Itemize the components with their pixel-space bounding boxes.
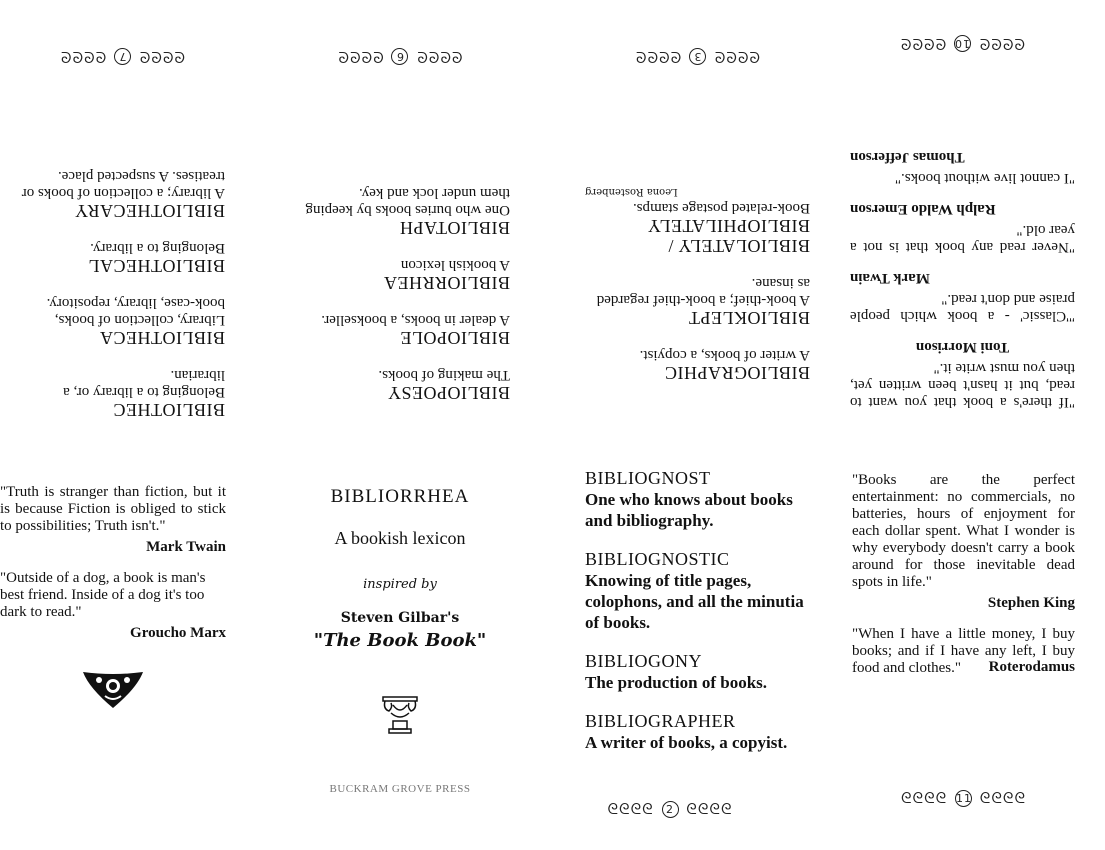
entry-def: A book-thief; a book-thief regarded as insane.: [596, 275, 810, 308]
quote-text: "I cannot live without books.": [894, 170, 1075, 186]
panel-quotes-left: [0, 484, 226, 814]
page-number-ornament: [850, 35, 1075, 53]
panel-page-3: [585, 48, 810, 383]
entry-def: One who buries books by keeping them under lock and key.: [305, 185, 510, 218]
ornament-left: ᘓᘓᘓᘓ: [900, 789, 948, 807]
quote-text: "When I have a little money, I buy books; and if I have any left, I buy food and clothes.": [852, 626, 1075, 676]
quote: [850, 148, 1075, 186]
ornament-left: ᘓᘓᘓᘓ: [978, 35, 1026, 53]
entry: [585, 346, 810, 383]
entry: [585, 711, 815, 753]
page-number-ornament: [585, 48, 810, 66]
entry: [20, 294, 225, 348]
entry-def: Belonging to a library.: [90, 240, 225, 256]
quote: [852, 472, 1075, 612]
panel-page-2: [585, 468, 815, 818]
ornament-left: ᘓᘓᘓᘓ: [607, 800, 654, 818]
entry-term: BIBLIOGNOSTIC: [585, 549, 730, 569]
ornament-right: ᘓᘓᘓᘓ: [979, 789, 1027, 807]
ornament-left: ᘓᘓᘓᘓ: [713, 48, 761, 66]
entry-term: BIBLIOTHEC: [113, 400, 225, 420]
panel-title-page: [300, 486, 500, 806]
page-number: 7: [114, 48, 131, 65]
panel-page-11: [852, 472, 1075, 807]
ornament-right: ᘓᘓᘓᘓ: [634, 48, 682, 66]
entry: [585, 549, 815, 633]
entry: [20, 167, 225, 221]
entry: [290, 184, 510, 238]
entry: [585, 468, 815, 531]
quote-author: Thomas Jefferson: [850, 149, 965, 165]
entry-term: BIBLIOPOESY: [387, 383, 510, 403]
quote: [850, 200, 1075, 255]
entry-term: BIBLIOLATELY / BIBLIOPHILATELY: [647, 216, 810, 256]
panel-page-6: [290, 48, 510, 403]
entry-term: BIBLIOTHECARY: [74, 201, 225, 221]
entry-def: Belonging to a library or, a librarian.: [63, 367, 225, 400]
source-book: "The Book Book": [313, 630, 487, 651]
entry-term: BIBLIORRHEA: [383, 273, 510, 293]
page-number: 3: [689, 48, 706, 65]
floral-ornament-icon: [0, 668, 226, 716]
ornament-left: ᘓᘓᘓᘓ: [138, 48, 186, 66]
entry: [290, 366, 510, 403]
entry-def: A bookish lexicon: [400, 257, 510, 273]
entry-def: Library, collection of books, book-case, library, repository.: [46, 295, 225, 328]
entry-def: Knowing of title pages, colophons, and all the minutia of books.: [585, 571, 804, 632]
entry-term: BIBLIOGRAPHER: [585, 711, 736, 731]
entry-term: BIBLIOTHECA: [99, 328, 225, 348]
entry-def: A library; a collection of books or treatises. A suspected place.: [21, 168, 225, 201]
quote-author: Ralph Waldo Emerson: [850, 201, 996, 217]
quote-text: "If there's a book that you want to read, but it hasn't been written yet, then you must write it.": [850, 360, 1075, 410]
entry-def: The production of books.: [585, 673, 768, 692]
entry: [20, 366, 225, 420]
inspired-by: inspired by: [363, 577, 437, 592]
page-number-ornament: [585, 800, 755, 818]
quote-text: "'Classic' - a book which people praise and don't read.": [850, 291, 1075, 324]
credit: Leona Rostenberg: [585, 186, 678, 197]
entry-def: One who knows about books and bibliography.: [585, 490, 793, 530]
quote-text: "Outside of a dog, a book is man's best friend. Inside of a dog it's too dark to read.": [0, 570, 206, 620]
quote-text: "Books are the perfect entertainment: no commercials, no batteries, hours of enjoyment for each dollar spent. What I wonder is why everybody doesn't carry a book around for those inevitable dead spots in life.": [852, 472, 1075, 590]
entry-def: Book-related postage stamps.: [632, 200, 810, 216]
entry-term: BIBLIOTAPH: [399, 218, 510, 238]
page-number-ornament: [852, 789, 1075, 807]
ornament-right: ᘓᘓᘓᘓ: [59, 48, 107, 66]
source-author: Steven Gilbar's: [340, 610, 460, 626]
quote-text: "Truth is stranger than fiction, but it is because Fiction is obliged to stick to possibilities; Truth isn't.": [0, 484, 226, 534]
book-subtitle: A bookish lexicon: [334, 528, 466, 548]
quote-author: Roterodamus: [988, 659, 1075, 675]
entry: [20, 239, 225, 276]
quote: [852, 626, 1075, 676]
entry: [290, 256, 510, 293]
entry-term: BIBLIOTHECAL: [88, 256, 225, 276]
column-capital-icon: [300, 695, 500, 739]
press-name: BUCKRAM GROVE PRESS: [329, 783, 471, 795]
quote-author: Groucho Marx: [130, 625, 226, 641]
entry: [585, 186, 810, 256]
quote-author: Stephen King: [987, 595, 1075, 611]
quote-author: Mark Twain: [850, 270, 930, 286]
ornament-left: ᘓᘓᘓᘓ: [416, 48, 463, 66]
entry-def: A writer of books, a copyist.: [639, 347, 810, 363]
entry: [585, 274, 810, 328]
quote-author: Toni Morrison: [915, 339, 1010, 355]
quote: [850, 338, 1075, 410]
panel-page-10: [850, 35, 1075, 410]
entry-def: A writer of books, a copyist.: [585, 733, 788, 752]
quote-text: "Never read any book that is not a year old.": [850, 222, 1075, 255]
book-title: BIBLIORRHEA: [330, 486, 470, 507]
quote: [0, 570, 226, 642]
page-number-ornament: [290, 48, 510, 66]
entry-term: BIBLIOGNOST: [585, 468, 711, 488]
quote: [850, 269, 1075, 324]
page-number: 11: [956, 792, 972, 805]
page-number-ornament: [20, 48, 225, 66]
entry-term: BIBLIOPOLE: [400, 328, 510, 348]
entry-term: BIBLIOGRAPHIC: [664, 363, 810, 383]
entry-term: BIBLIOKLEPT: [688, 308, 810, 328]
page-number: 6: [392, 48, 409, 65]
ornament-right: ᘓᘓᘓᘓ: [686, 800, 733, 818]
entry-def: A dealer in books, a bookseller.: [321, 312, 510, 328]
entry: [585, 651, 815, 693]
entry-def: The making of books.: [378, 367, 510, 383]
panel-page-7: [20, 48, 225, 420]
entry-term: BIBLIOGONY: [585, 651, 702, 671]
quote-author: Mark Twain: [146, 539, 226, 555]
ornament-right: ᘓᘓᘓᘓ: [899, 35, 947, 53]
entry: [290, 311, 510, 348]
quote: [0, 484, 226, 556]
page-number: 10: [954, 37, 970, 50]
page-number: 2: [662, 801, 679, 818]
ornament-right: ᘓᘓᘓᘓ: [337, 48, 384, 66]
